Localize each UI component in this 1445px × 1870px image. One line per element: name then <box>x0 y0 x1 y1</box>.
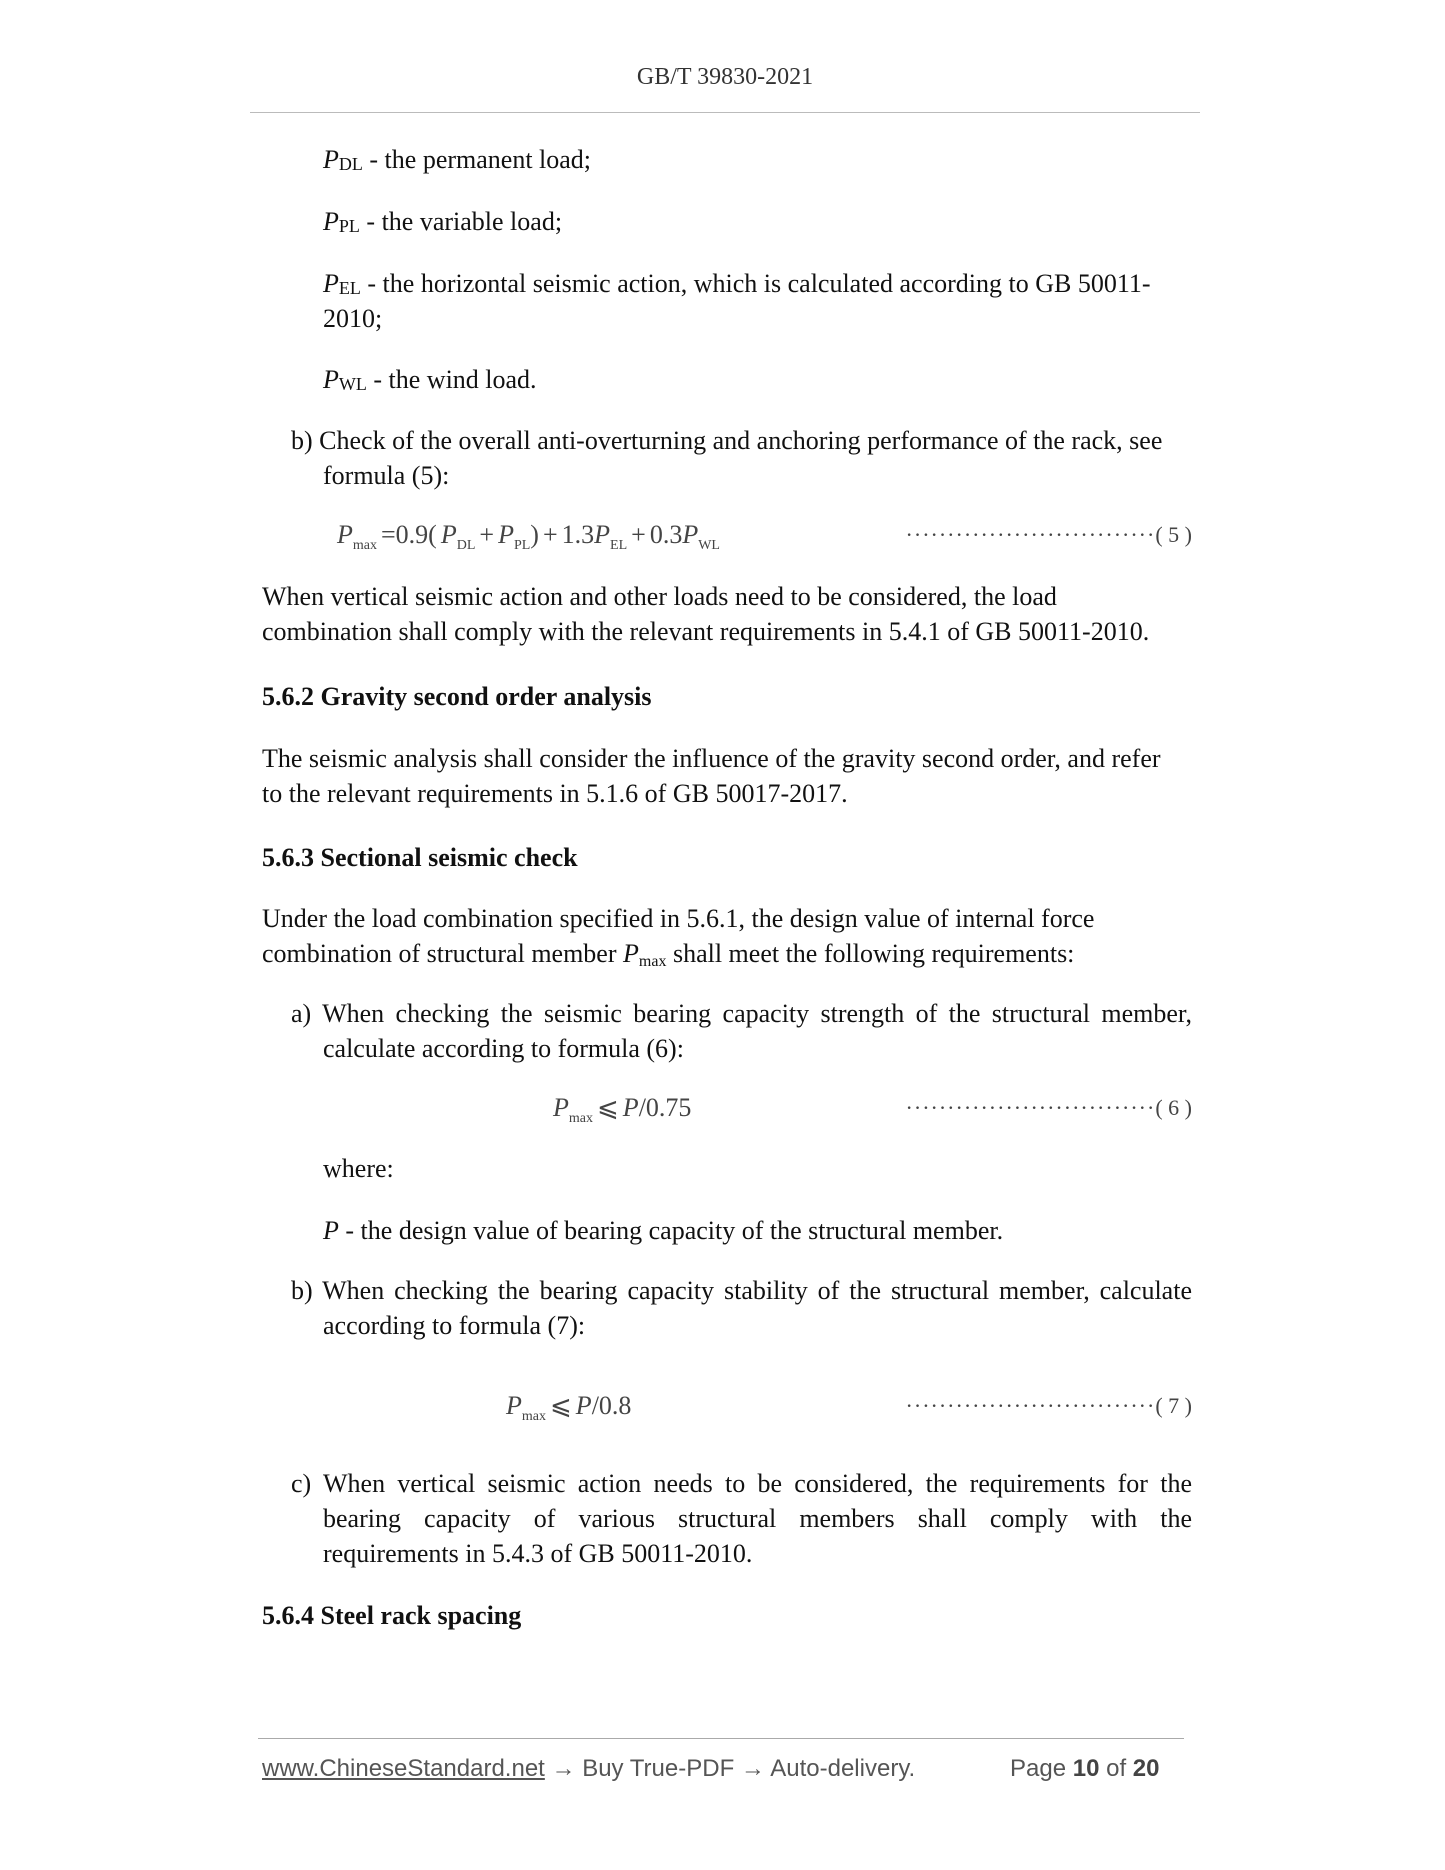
footer-promo: www.ChineseStandard.net → Buy True-PDF → Auto-delivery. <box>262 1755 916 1782</box>
footer-divider <box>258 1738 1184 1739</box>
where-label: where: <box>323 1154 394 1183</box>
current-page-number: 10 <box>1072 1755 1100 1782</box>
buy-true-pdf-text: Buy True-PDF <box>582 1755 735 1782</box>
item-c-vertical-seismic-line2: bearing capacity of various structural members shall comply with the <box>323 1504 1192 1533</box>
definition-p: P - the design value of bearing capacity of the structural member. <box>323 1216 1004 1245</box>
definition-p-el: PEL - the horizontal seismic action, which is calculated according to GB 50011- <box>323 269 1151 298</box>
formula-6-number: ······························( 6 ) <box>905 1095 1192 1120</box>
definition-p-dl: PDL - the permanent load; <box>323 145 592 174</box>
heading-5-6-2: 5.6.2 Gravity second order analysis <box>262 682 652 711</box>
heading-5-6-4: 5.6.4 Steel rack spacing <box>262 1601 522 1630</box>
formula-5: $P_{max} =0.9$( $P_{DL} + P_{PL}) + 1.3P_{EL} + 0.3P_{WL}$ <box>337 520 720 553</box>
total-pages-number: 20 <box>1132 1755 1160 1782</box>
item-b-overturning-continued: formula (5): <box>323 461 450 490</box>
header-divider <box>250 112 1200 113</box>
definition-p-pl: PPL - the variable load; <box>323 207 563 236</box>
page-header: GB/T 39830-2021 <box>636 64 814 90</box>
chinese-standard-link[interactable]: www.ChineseStandard.net <box>262 1755 545 1782</box>
page-indicator: Page 10 of 20 <box>1010 1755 1160 1782</box>
paragraph-gravity-second-order: The seismic analysis shall consider the influence of the gravity second order, and refer to the relevant requirements in 5.1.6 of GB 50017-2017. <box>262 744 1161 808</box>
paragraph-sectional-check: Under the load combination specified in 5.6.1, the design value of internal force combination of structural member $P_{max}$ shall meet the following requirements: <box>262 904 1095 970</box>
definition-p-wl: PWL - the wind load. <box>323 365 537 394</box>
definition-p-el-continued: 2010; <box>323 304 383 333</box>
heading-5-6-3: 5.6.3 Sectional seismic check <box>262 843 578 872</box>
formula-7: $P_{max}$ ⩽ P/0.8 <box>506 1391 632 1424</box>
formula-5-number: ······························( 5 ) <box>905 522 1192 547</box>
formula-6: $P_{max}$ ⩽ P/0.75 <box>553 1093 692 1126</box>
item-b-stability: b) When checking the bearing capacity stability of the structural member, calculate <box>291 1276 1192 1305</box>
item-b-stability-continued: according to formula (7): <box>323 1311 586 1340</box>
formula-7-number: ······························( 7 ) <box>905 1393 1192 1418</box>
paragraph-vertical-seismic: When vertical seismic action and other loads need to be considered, the load combination shall comply with the relevant requirements in 5.4.1 of GB 50011-2010. <box>262 582 1150 646</box>
item-c-vertical-seismic: c) When vertical seismic action needs to be considered, the requirements for the <box>291 1469 1192 1498</box>
item-c-vertical-seismic-line3: requirements in 5.4.3 of GB 50011-2010. <box>323 1539 753 1568</box>
item-a-strength: a) When checking the seismic bearing capacity strength of the structural member, <box>291 999 1192 1028</box>
item-a-strength-continued: calculate according to formula (6): <box>323 1034 684 1063</box>
item-b-overturning: b) Check of the overall anti-overturning and anchoring performance of the rack, see <box>291 426 1163 455</box>
